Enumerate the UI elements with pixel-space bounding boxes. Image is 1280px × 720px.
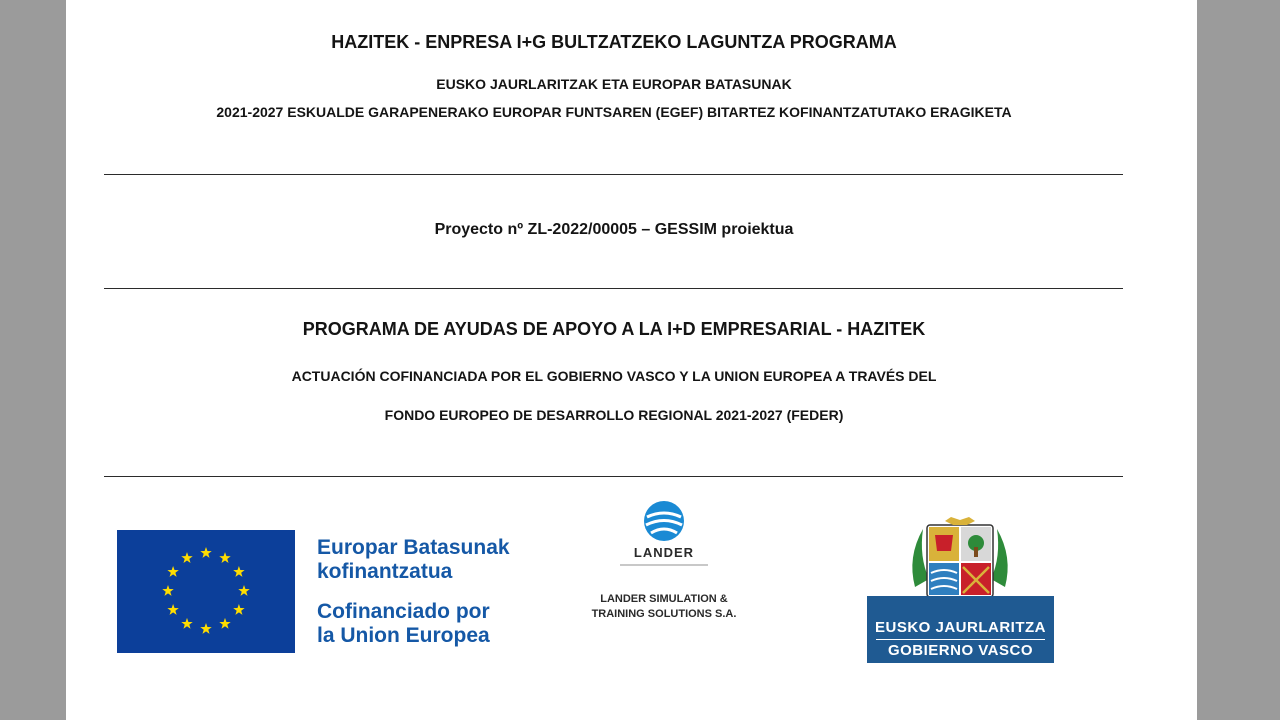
lander-company-name [575,592,753,622]
lander-tagline-mark [620,564,708,566]
project-reference: Proyecto nº ZL-2022/00005 – GESSIM proiektua [434,221,794,238]
eu-star-icon [219,552,230,563]
lander-company-line-2: TRAINING SOLUTIONS S.A. [591,608,737,620]
eu-flag-icon [117,530,295,653]
lander-company-line-1: LANDER SIMULATION & [600,593,728,605]
eu-star-icon [162,585,173,596]
eu-star-icon [238,585,249,596]
title-spanish: PROGRAMA DE AYUDAS DE APOYO A LA I+D EMPRESARIAL - HAZITEK [302,319,926,339]
lander-name: LANDER [633,545,695,560]
subtitle-spanish-line-1: ACTUACIÓN COFINANCIADA POR EL GOBIERNO VASCO Y LA UNION EUROPEA A TRAVÉS DEL [291,368,937,384]
title-basque: HAZITEK - ENPRESA I+G BULTZATZEKO LAGUNTZA PROGRAMA [331,32,897,52]
eu-line-3: Cofinanciado por [317,600,490,623]
subtitle-basque-line-1: EUSKO JAURLARITZAK ETA EUROPAR BATASUNAK [436,76,792,92]
divider-1 [104,174,1123,175]
eu-line-4: la Union Europea [317,624,490,647]
subtitle-basque-line-2: 2021-2027 ESKUALDE GARAPENERAKO EUROPAR FUNTSAREN (EGEF) BITARTEZ KOFINANTZATUTAKO ERAGIKETA [216,104,1012,120]
eu-line-1: Europar Batasunak [317,536,510,559]
eu-line-2: kofinantzatua [317,560,453,583]
eu-star-icon [167,604,178,615]
subtitle-spanish-line-2: FONDO EUROPEO DE DESARROLLO REGIONAL 2021-2027 (FEDER) [384,407,844,423]
basque-government-separator [876,639,1045,640]
eu-star-icon [167,566,178,577]
basque-government-name-eu: EUSKO JAURLARITZA [874,619,1046,636]
eu-star-icon [200,623,211,634]
divider-3 [104,476,1123,477]
eu-star-icon [200,547,211,558]
eu-star-icon [219,618,230,629]
lander-globe-icon [643,500,685,542]
eu-star-icon [181,552,192,563]
eu-cofinanced-basque [317,536,510,584]
basque-government-name-es: GOBIERNO VASCO [887,642,1034,659]
eu-star-icon [181,618,192,629]
eu-cofinanced-spanish [317,600,490,648]
eu-star-icon [233,566,244,577]
divider-2 [104,288,1123,289]
eu-star-icon [233,604,244,615]
